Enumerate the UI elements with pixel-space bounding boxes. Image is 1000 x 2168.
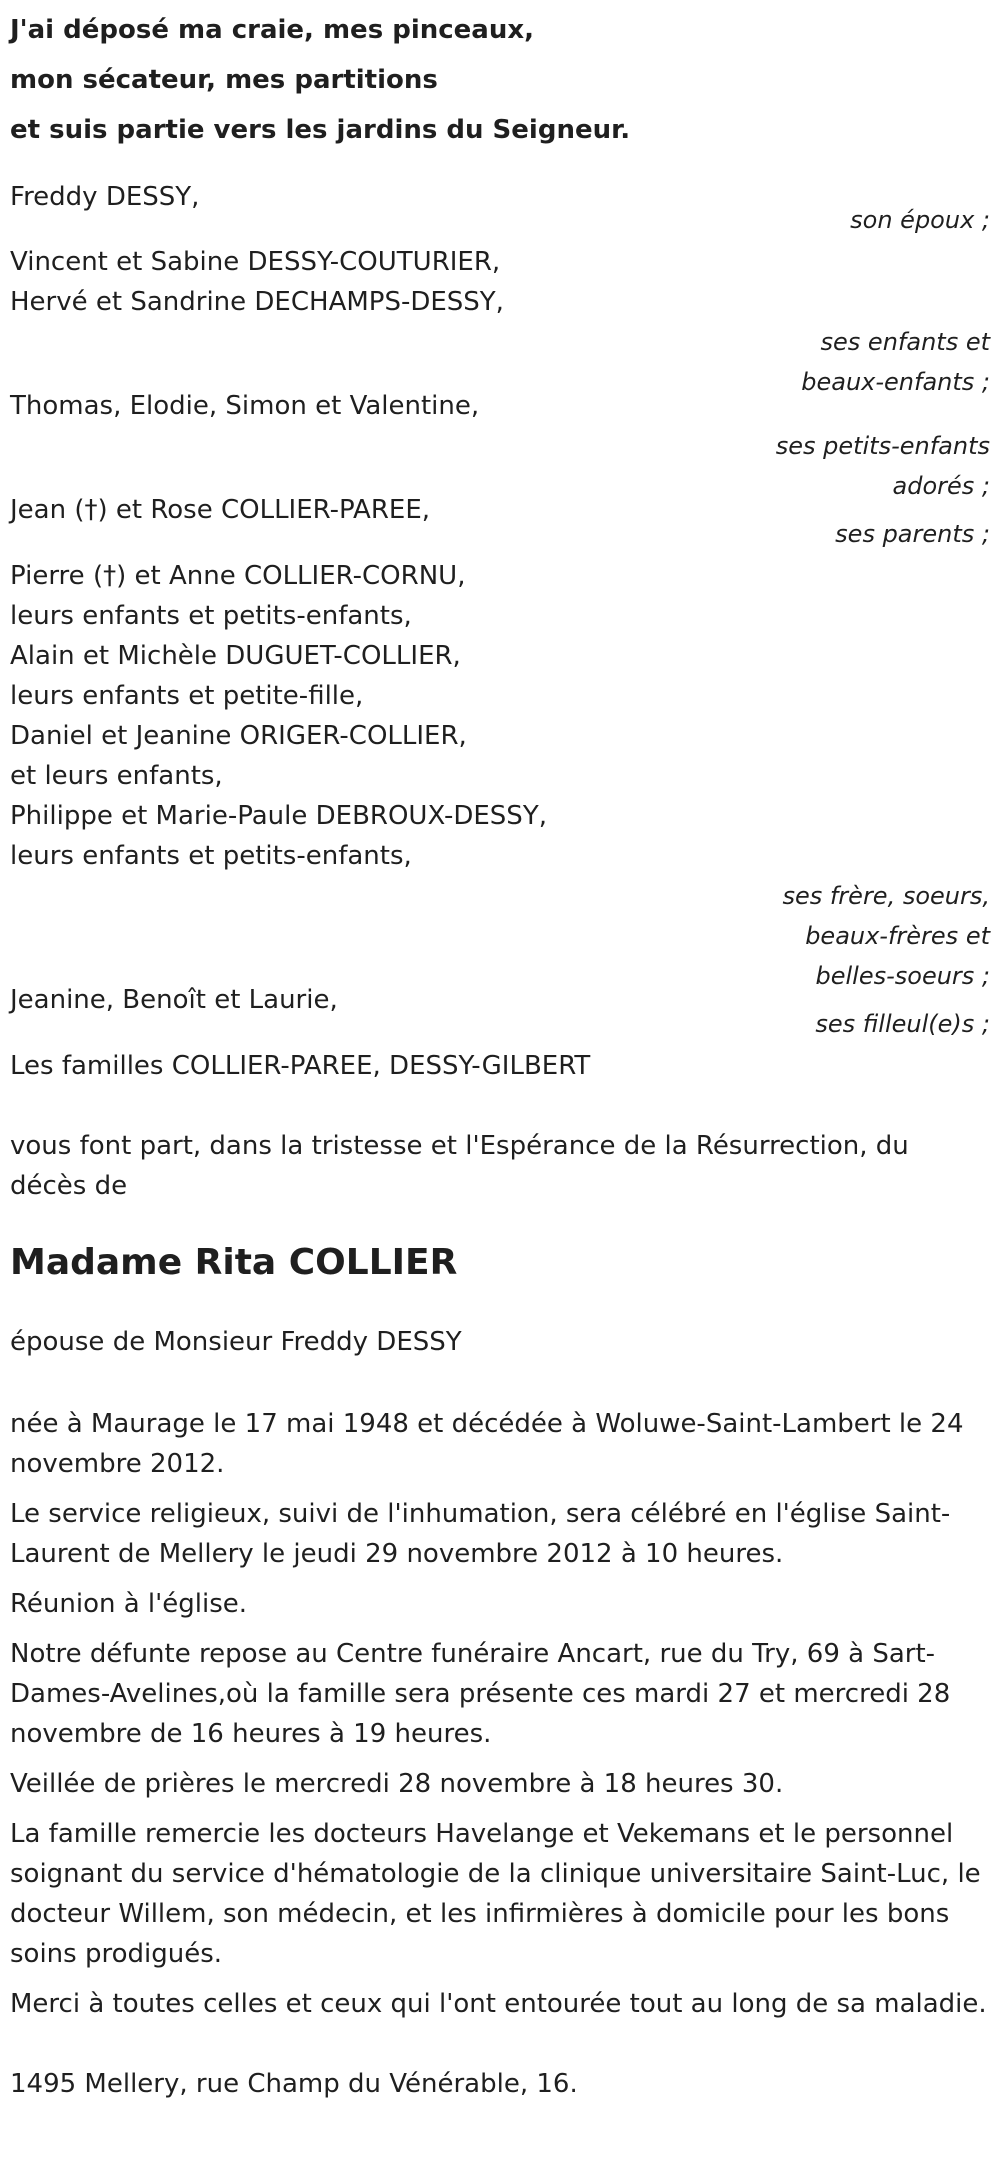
family-names: Freddy DESSY,	[10, 182, 200, 212]
detail-paragraph: Veillée de prières le mercredi 28 novembre à 18 heures 30.	[10, 1769, 784, 1799]
family-role: belles-soeurs ;	[815, 962, 990, 990]
detail-paragraph: La famille remercie les docteurs Havelange et Vekemans et le personnel soignant du service d'hématologie de la clinique universitaire Saint-Luc, le docteur Willem, son médecin, et les infirmières à domicile pour les bons soins prodigués.	[10, 1819, 981, 1969]
family-names: Thomas, Elodie, Simon et Valentine,	[10, 391, 480, 421]
family-names: Pierre (†) et Anne COLLIER-CORNU,	[10, 561, 466, 591]
detail-paragraph: Le service religieux, suivi de l'inhumation, sera célébré en l'église Saint-Laurent de Mellery le jeudi 29 novembre 2012 à 10 heures.	[10, 1499, 951, 1569]
detail-paragraph: Réunion à l'église.	[10, 1589, 248, 1619]
announcement: vous font part, dans la tristesse et l'Espérance de la Résurrection, du décès de	[10, 1131, 909, 1201]
family-role: ses petits-enfants	[775, 432, 990, 460]
quote-line: mon sécateur, mes partitions	[10, 65, 438, 95]
family-names: leurs enfants et petite-fille,	[10, 681, 364, 711]
address: 1495 Mellery, rue Champ du Vénérable, 16.	[10, 2069, 578, 2099]
family-names: leurs enfants et petits-enfants,	[10, 601, 412, 631]
quote-line: et suis partie vers les jardins du Seigneur.	[10, 115, 631, 145]
family-names: Alain et Michèle DUGUET-COLLIER,	[10, 641, 461, 671]
obituary-page	[0, 5, 1000, 2168]
opening-quote	[10, 5, 990, 155]
family-role: son époux ;	[850, 206, 990, 234]
family-names: et leurs enfants,	[10, 761, 223, 791]
family-role: adorés ;	[892, 472, 990, 500]
deceased-name: Madame Rita COLLIER	[10, 1242, 458, 1283]
family-role: ses frère, soeurs,	[782, 882, 990, 910]
family-names: Vincent et Sabine DESSY-COUTURIER,	[10, 247, 501, 277]
detail-paragraph: Merci à toutes celles et ceux qui l'ont entourée tout au long de sa maladie.	[10, 1989, 987, 2019]
family-role: ses parents ;	[835, 520, 990, 548]
funeral-details	[10, 1404, 990, 2024]
family-entry	[10, 556, 990, 996]
family-names: leurs enfants et petits-enfants,	[10, 841, 412, 871]
family-role: beaux-frères et	[805, 922, 990, 950]
detail-paragraph: Notre défunte repose au Centre funéraire Ancart, rue du Try, 69 à Sart-Dames-Avelines,où la famille sera présente ces mardi 27 et mercredi 28 novembre de 16 heures à 19 heures.	[10, 1639, 951, 1749]
family-names: Jeanine, Benoît et Laurie,	[10, 985, 338, 1015]
family-role: beaux-enfants ;	[801, 368, 990, 396]
family-names: Hervé et Sandrine DECHAMPS-DESSY,	[10, 287, 504, 317]
family-list	[10, 177, 990, 1086]
spouse-line: épouse de Monsieur Freddy DESSY	[10, 1327, 462, 1357]
family-names: Jean (†) et Rose COLLIER-PAREE,	[10, 495, 431, 525]
family-names: Philippe et Marie-Paule DEBROUX-DESSY,	[10, 801, 547, 831]
family-entry	[10, 1046, 990, 1086]
family-entry	[10, 177, 990, 240]
family-role: ses filleul(e)s ;	[815, 1010, 990, 1038]
family-names: Les familles COLLIER-PAREE, DESSY-GILBERT	[10, 1051, 591, 1081]
family-entry	[10, 490, 990, 554]
family-entry	[10, 242, 990, 402]
quote-line: J'ai déposé ma craie, mes pinceaux,	[10, 15, 534, 45]
family-names: Daniel et Jeanine ORIGER-COLLIER,	[10, 721, 467, 751]
family-role: ses enfants et	[820, 328, 990, 356]
family-entry	[10, 386, 990, 506]
detail-paragraph: née à Maurage le 17 mai 1948 et décédée à Woluwe-Saint-Lambert le 24 novembre 2012.	[10, 1409, 964, 1479]
